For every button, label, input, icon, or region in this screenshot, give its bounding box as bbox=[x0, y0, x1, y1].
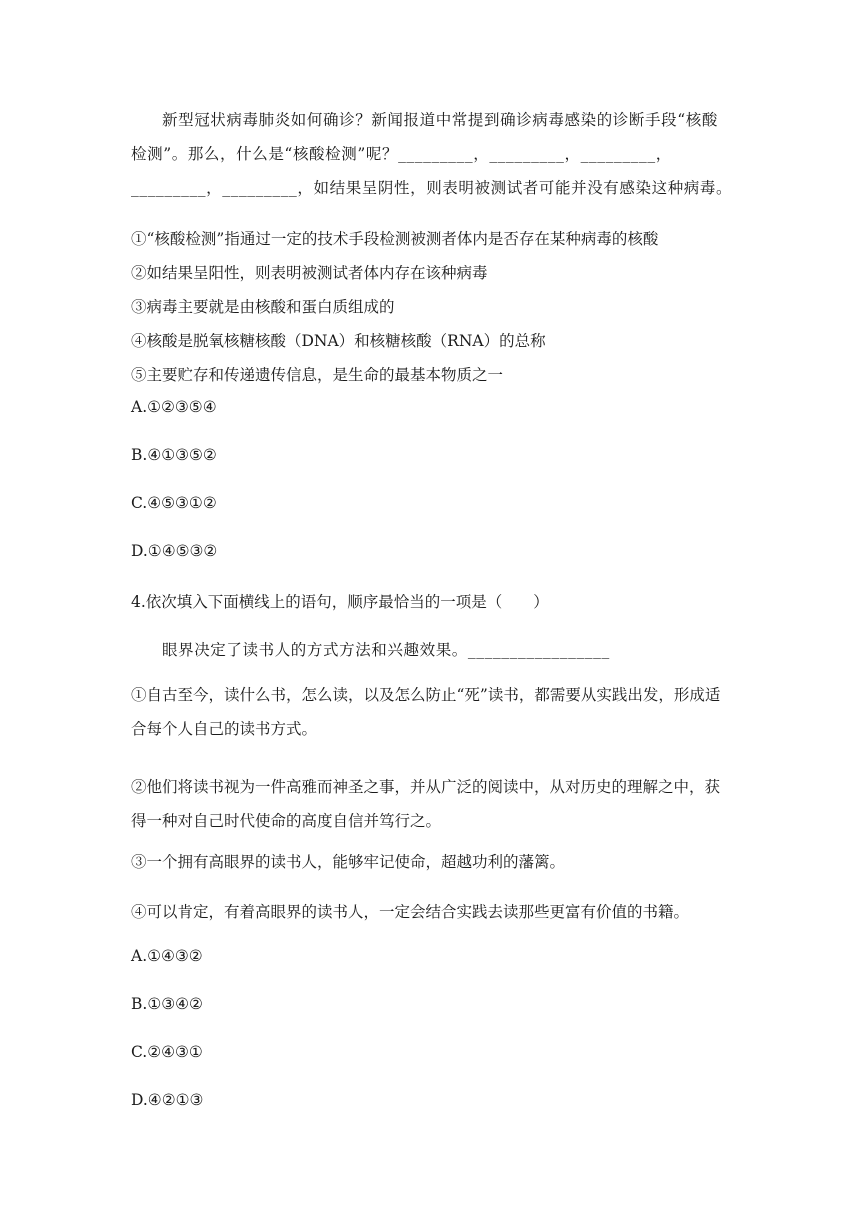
q4-item-4: ④可以肯定，有着高眼界的读书人，一定会结合实践去读那些更富有价值的书籍。 bbox=[131, 903, 690, 921]
q3-item-1: ①“核酸检测”指通过一定的技术手段检测被测者体内是否存在某种病毒的核酸 bbox=[131, 230, 659, 248]
q3-option-a[interactable]: A.①②③⑤④ bbox=[131, 398, 217, 416]
q4-item-2: ②他们将读书视为一件高雅而神圣之事，并从广泛的阅读中，从对历史的理解之中，获得一种对自己时代使命的高度自信并笃行之。 bbox=[131, 778, 721, 830]
q3-option-b[interactable]: B.④①③⑤② bbox=[131, 446, 217, 464]
q3-item-4: ④核酸是脱氧核糖核酸（DNA）和核糖核酸（RNA）的总称 bbox=[131, 332, 546, 350]
q4-option-c[interactable]: C.②④③① bbox=[131, 1043, 203, 1061]
q4-stem: 4.依次填入下面横线上的语句，顺序最恰当的一项是（ ） bbox=[131, 593, 549, 611]
q3-item-5: ⑤主要贮存和传递遗传信息，是生命的最基本物质之一 bbox=[131, 366, 504, 384]
q4-option-d[interactable]: D.④②①③ bbox=[131, 1091, 204, 1109]
q4-option-b[interactable]: B.①③④② bbox=[131, 995, 203, 1013]
q4-item-3: ③一个拥有高眼界的读书人，能够牢记使命，超越功利的藩篱。 bbox=[131, 853, 566, 871]
q3-passage: 新型冠状病毒肺炎如何确诊？新闻报道中常提到确诊病毒感染的诊断手段“核酸检测”。那么，什么是“核酸检测”呢？_________，_________，_________，_________，_________，如结果呈阴性，则表明被测试者可能并没有感染这种病毒。 bbox=[131, 111, 733, 197]
q4-item-1: ①自古至今，读什么书，怎么读，以及怎么防止“死”读书，都需要从实践出发，形成适合每个人自己的读书方式。 bbox=[131, 686, 721, 738]
q4-lead: 眼界决定了读书人的方式方法和兴趣效果。_________________ bbox=[162, 641, 610, 659]
q3-option-c[interactable]: C.④⑤③①② bbox=[131, 494, 217, 512]
q3-option-d[interactable]: D.①④⑤③② bbox=[131, 542, 218, 560]
q3-item-2: ②如结果呈阳性，则表明被测试者体内存在该种病毒 bbox=[131, 264, 488, 282]
q4-option-a[interactable]: A.①④③② bbox=[131, 947, 203, 965]
q3-item-3: ③病毒主要就是由核酸和蛋白质组成的 bbox=[131, 298, 395, 316]
